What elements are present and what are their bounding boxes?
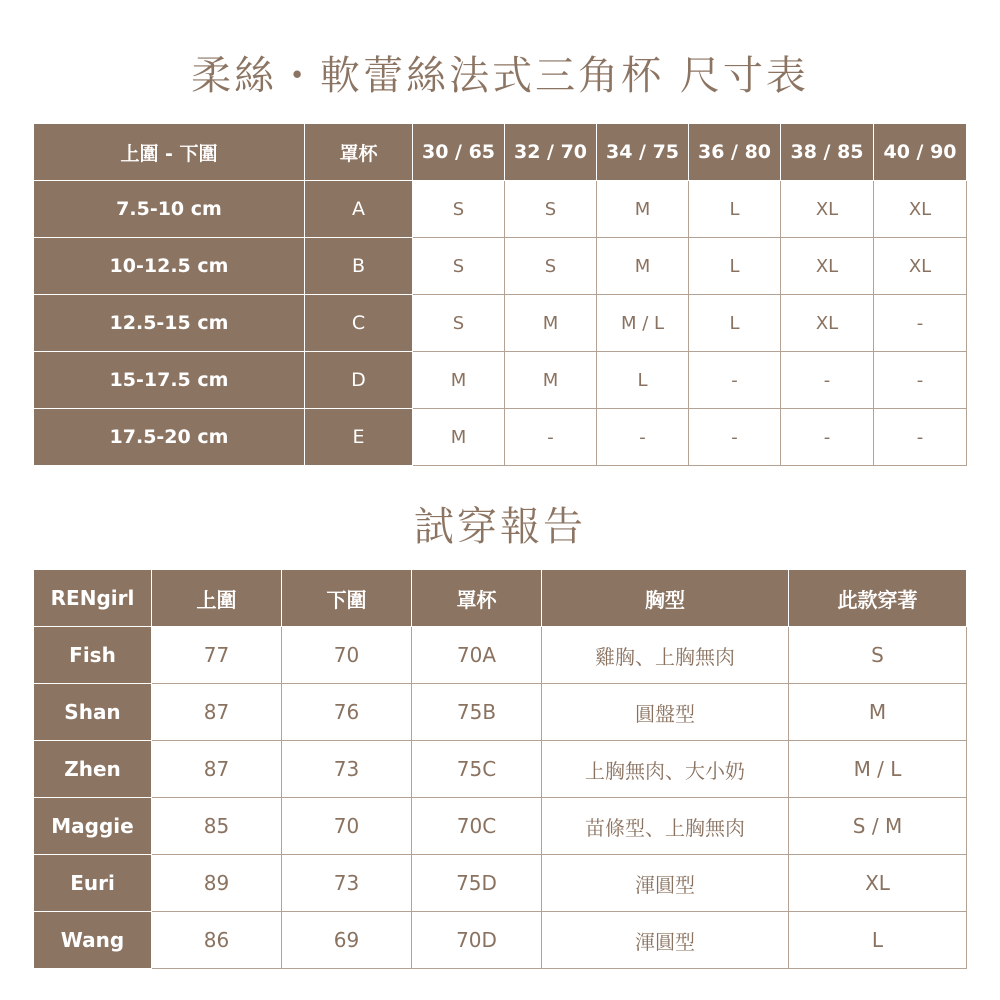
- size-row: [34, 295, 967, 352]
- cup-cell: 75D: [412, 855, 542, 912]
- size-row: [34, 238, 967, 295]
- size-range-label: 7.5-10 cm: [34, 181, 305, 238]
- size-range-label: 17.5-20 cm: [34, 409, 305, 466]
- fit-report-header-row: [34, 570, 967, 627]
- size-cell: L: [689, 181, 781, 238]
- size-cell: S: [413, 295, 505, 352]
- cup-cell: 75B: [412, 684, 542, 741]
- size-cell: -: [874, 295, 967, 352]
- cup-cell: 70D: [412, 912, 542, 969]
- bust-cell: 87: [152, 684, 282, 741]
- size-cell: XL: [781, 181, 874, 238]
- shape-cell: 圓盤型: [542, 684, 789, 741]
- bust-cell: 87: [152, 741, 282, 798]
- size-chart-header-row: [34, 124, 967, 181]
- size-row: [34, 409, 967, 466]
- model-name: Maggie: [34, 798, 152, 855]
- size-cell: -: [597, 409, 689, 466]
- shape-cell: 渾圓型: [542, 912, 789, 969]
- size-cell: L: [689, 238, 781, 295]
- size-cell: -: [781, 352, 874, 409]
- report-row: [34, 627, 967, 684]
- cup-cell: 75C: [412, 741, 542, 798]
- report-row: [34, 684, 967, 741]
- size-header-34-75: 34 / 75: [597, 124, 689, 181]
- bust-cell: 85: [152, 798, 282, 855]
- size-cell: M: [413, 352, 505, 409]
- worn-size-cell: M: [789, 684, 967, 741]
- fit-report-title: 試穿報告: [414, 504, 586, 550]
- report-row: [34, 798, 967, 855]
- size-cell: M: [597, 238, 689, 295]
- size-cell: S: [413, 238, 505, 295]
- report-header-rengirl: RENgirl: [34, 570, 152, 627]
- size-range-label: 15-17.5 cm: [34, 352, 305, 409]
- report-row: [34, 855, 967, 912]
- size-cell: XL: [781, 295, 874, 352]
- report-header-worn-size: 此款穿著: [789, 570, 967, 627]
- size-chart-title: 柔絲・軟蕾絲法式三角杯 尺寸表: [191, 53, 809, 99]
- size-header-30-65: 30 / 65: [413, 124, 505, 181]
- cup-cell: 70C: [412, 798, 542, 855]
- bust-cell: 86: [152, 912, 282, 969]
- size-cell: -: [689, 409, 781, 466]
- model-name: Wang: [34, 912, 152, 969]
- worn-size-cell: S / M: [789, 798, 967, 855]
- report-header-bust: 上圍: [152, 570, 282, 627]
- cup-label: E: [305, 409, 413, 466]
- size-cell: -: [505, 409, 597, 466]
- size-header-cup: 罩杯: [305, 124, 413, 181]
- cup-label: C: [305, 295, 413, 352]
- size-cell: S: [505, 181, 597, 238]
- size-cell: L: [689, 295, 781, 352]
- model-name: Fish: [34, 627, 152, 684]
- bust-cell: 89: [152, 855, 282, 912]
- shape-cell: 上胸無肉、大小奶: [542, 741, 789, 798]
- size-range-label: 10-12.5 cm: [34, 238, 305, 295]
- underbust-cell: 69: [282, 912, 412, 969]
- size-header-36-80: 36 / 80: [689, 124, 781, 181]
- size-cell: M / L: [597, 295, 689, 352]
- size-cell: S: [413, 181, 505, 238]
- report-header-cup: 罩杯: [412, 570, 542, 627]
- underbust-cell: 70: [282, 798, 412, 855]
- bust-cell: 77: [152, 627, 282, 684]
- size-row: [34, 352, 967, 409]
- model-name: Shan: [34, 684, 152, 741]
- underbust-cell: 70: [282, 627, 412, 684]
- worn-size-cell: XL: [789, 855, 967, 912]
- size-cell: XL: [781, 238, 874, 295]
- size-row: [34, 181, 967, 238]
- worn-size-cell: L: [789, 912, 967, 969]
- report-row: [34, 912, 967, 969]
- underbust-cell: 76: [282, 684, 412, 741]
- size-cell: M: [597, 181, 689, 238]
- cup-label: B: [305, 238, 413, 295]
- size-chart-table: [33, 123, 967, 466]
- size-cell: M: [505, 352, 597, 409]
- size-cell: M: [505, 295, 597, 352]
- model-name: Euri: [34, 855, 152, 912]
- cup-label: D: [305, 352, 413, 409]
- size-cell: -: [874, 409, 967, 466]
- size-header-32-70: 32 / 70: [505, 124, 597, 181]
- report-header-shape: 胸型: [542, 570, 789, 627]
- worn-size-cell: S: [789, 627, 967, 684]
- worn-size-cell: M / L: [789, 741, 967, 798]
- size-header-band-diff: 上圍 - 下圍: [34, 124, 305, 181]
- shape-cell: 雞胸、上胸無肉: [542, 627, 789, 684]
- size-cell: XL: [874, 181, 967, 238]
- size-cell: -: [689, 352, 781, 409]
- size-cell: S: [505, 238, 597, 295]
- cup-cell: 70A: [412, 627, 542, 684]
- shape-cell: 渾圓型: [542, 855, 789, 912]
- size-cell: -: [781, 409, 874, 466]
- underbust-cell: 73: [282, 741, 412, 798]
- shape-cell: 苗條型、上胸無肉: [542, 798, 789, 855]
- size-cell: XL: [874, 238, 967, 295]
- report-header-underbust: 下圍: [282, 570, 412, 627]
- size-cell: -: [874, 352, 967, 409]
- fit-report-table: [33, 569, 967, 969]
- underbust-cell: 73: [282, 855, 412, 912]
- size-cell: M: [413, 409, 505, 466]
- size-header-40-90: 40 / 90: [874, 124, 967, 181]
- size-cell: L: [597, 352, 689, 409]
- size-range-label: 12.5-15 cm: [34, 295, 305, 352]
- model-name: Zhen: [34, 741, 152, 798]
- size-header-38-85: 38 / 85: [781, 124, 874, 181]
- report-row: [34, 741, 967, 798]
- cup-label: A: [305, 181, 413, 238]
